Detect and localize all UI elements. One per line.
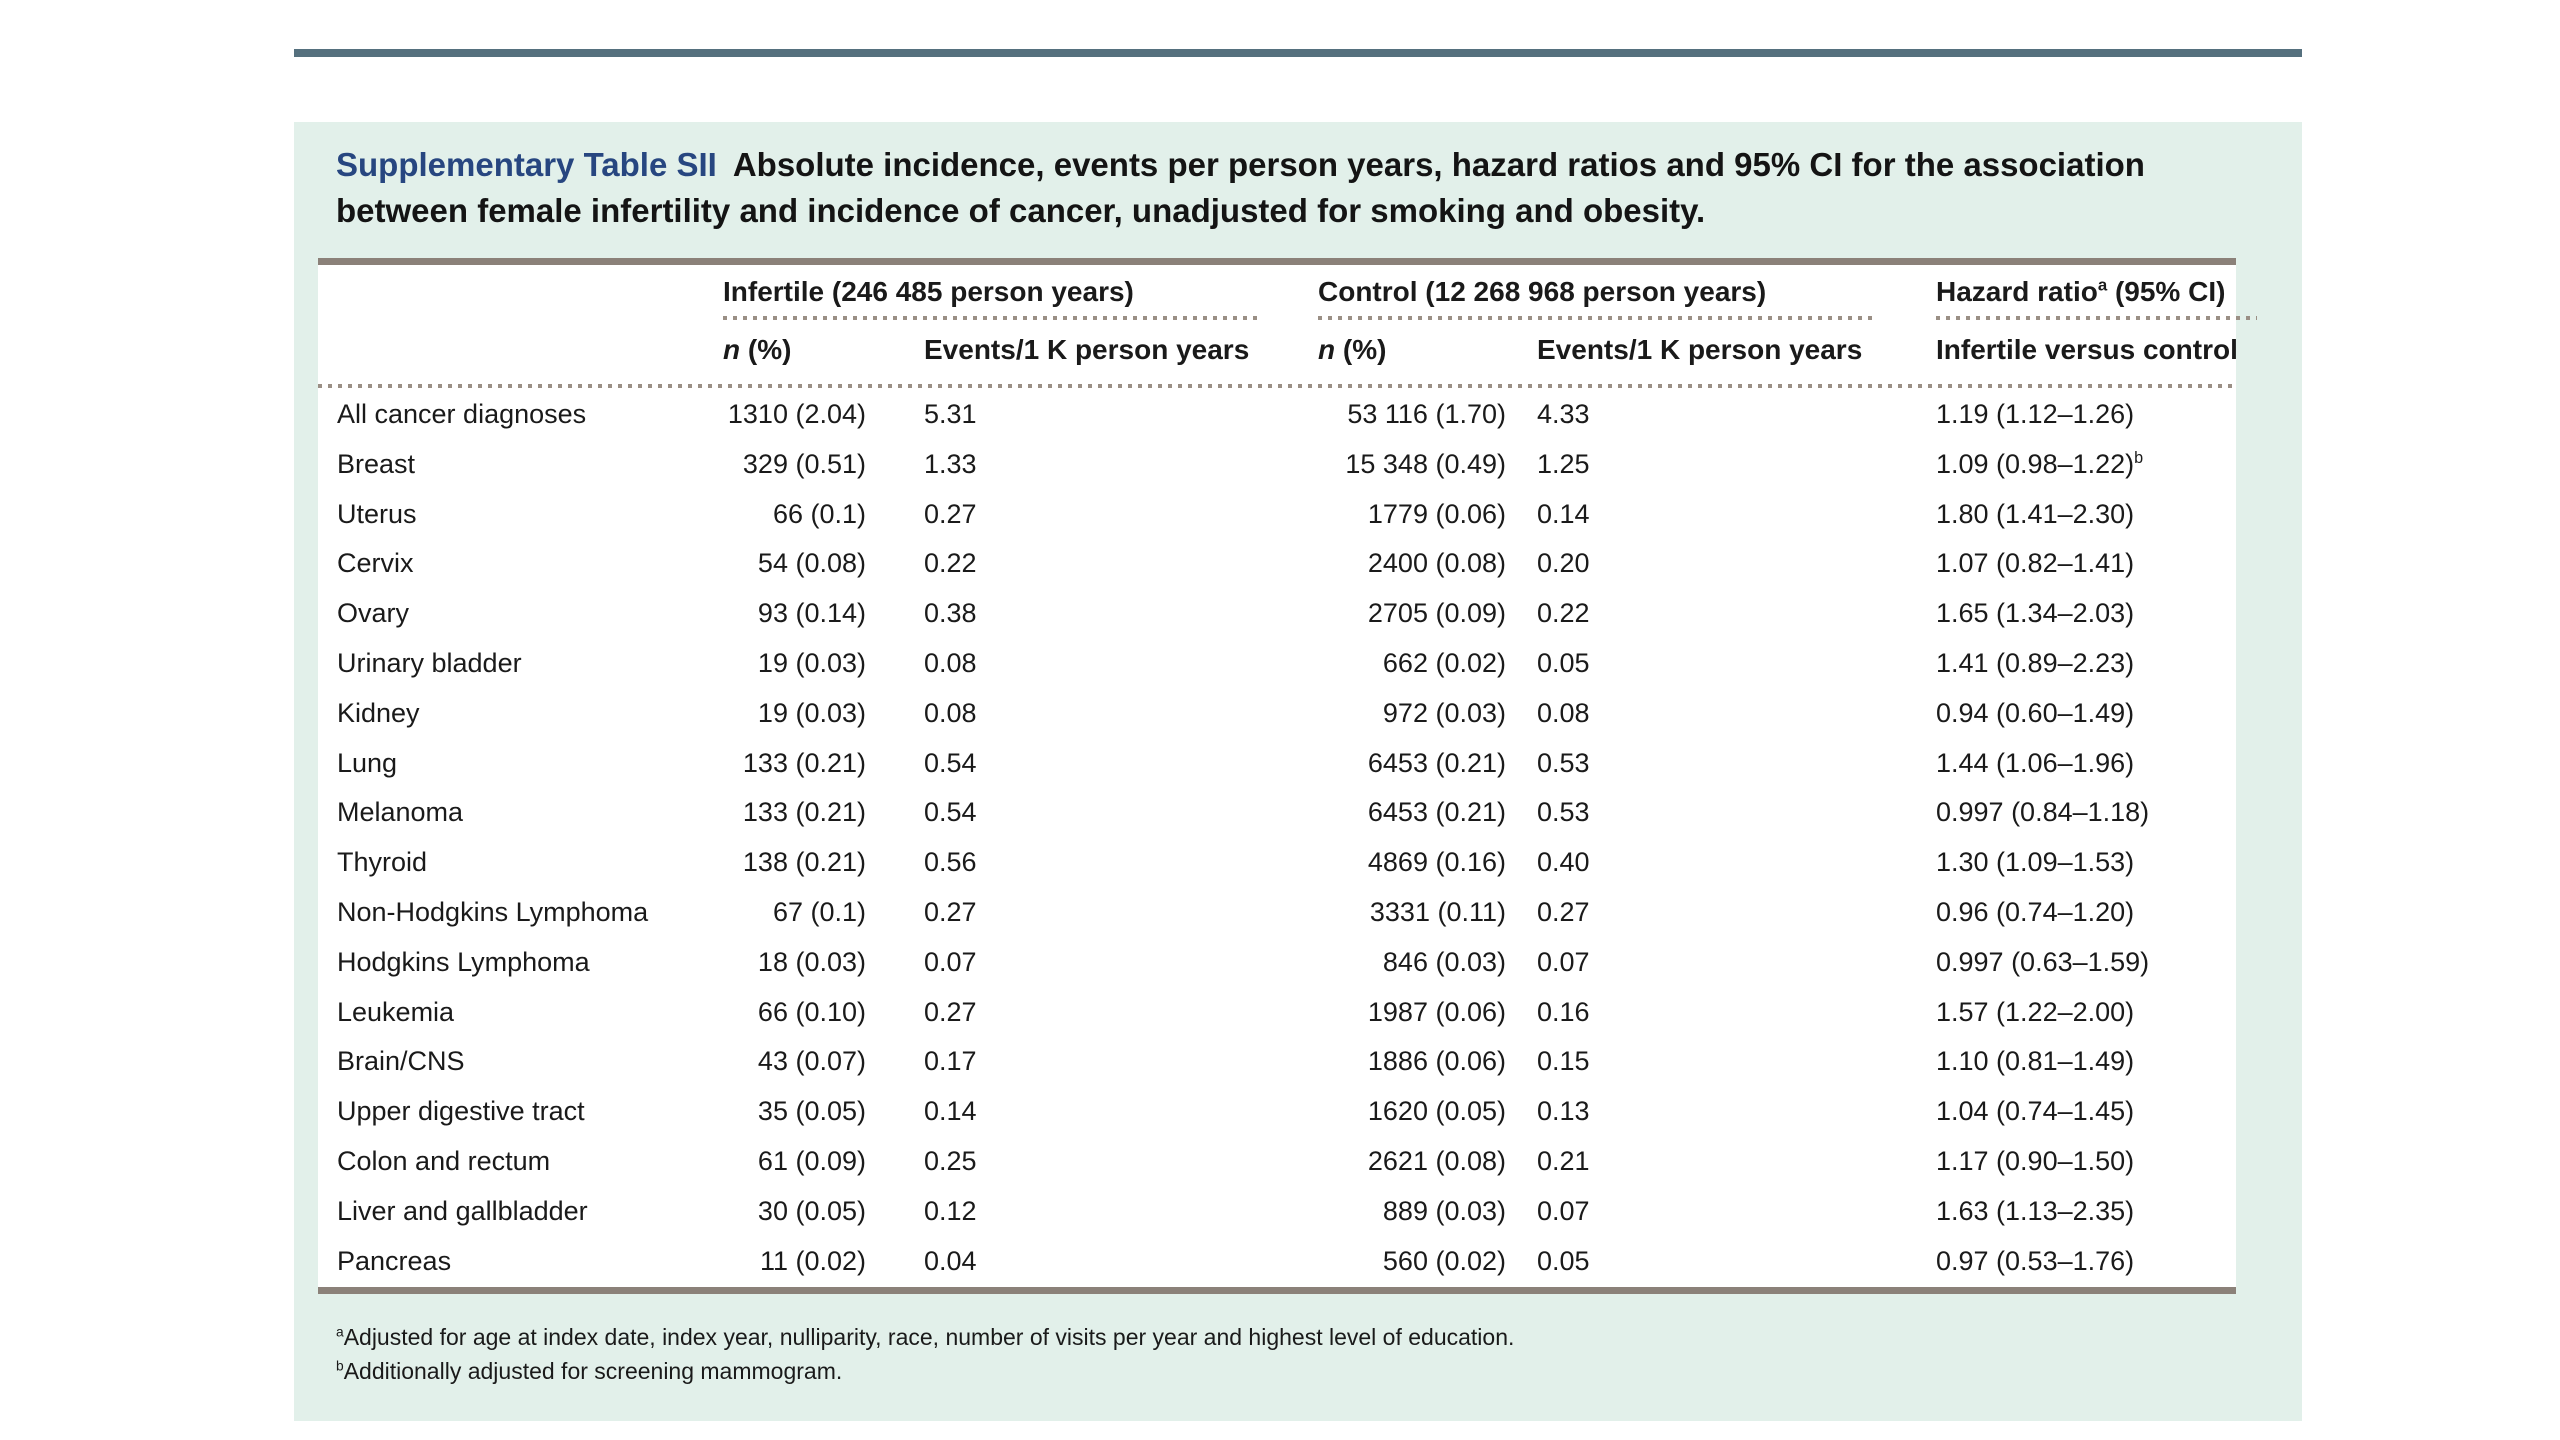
infertile-n-cell: 133 (0.21) — [742, 747, 866, 778]
hazard-ratio-cell: 1.17 (0.90–1.50) — [1936, 1145, 2135, 1176]
row-label: Pancreas — [337, 1245, 452, 1276]
row-label: Thyroid — [337, 847, 428, 878]
hazard-ratio-cell: 1.44 (1.06–1.96) — [1936, 747, 2135, 778]
control-events-cell: 0.27 — [1537, 896, 1590, 927]
control-n-cell: 1779 (0.06) — [1367, 498, 1506, 529]
hazard-ratio-cell: 1.19 (1.12–1.26) — [1936, 399, 2135, 429]
row-label: Hodgkins Lymphoma — [337, 946, 590, 977]
pct-symbol: (%) — [740, 334, 792, 365]
infertile-events-cell: 0.25 — [924, 1145, 977, 1176]
infertile-n-cell: 93 (0.14) — [757, 598, 866, 629]
subheader-control-n — [1318, 322, 1506, 382]
infertile-events-cell: 0.08 — [924, 647, 977, 678]
row-label: Brain/CNS — [337, 1046, 465, 1077]
infertile-n-cell: 61 (0.09) — [757, 1145, 866, 1176]
infertile-events-cell: 0.08 — [924, 697, 977, 728]
footnote-a — [336, 1320, 2266, 1354]
infertile-n-cell: 19 (0.03) — [757, 647, 866, 678]
data-table — [318, 265, 2236, 1286]
infertile-events-cell: 0.38 — [924, 598, 977, 629]
control-n-cell: 2400 (0.08) — [1367, 548, 1506, 579]
hazard-ratio-cell: 0.997 (0.63–1.59) — [1936, 946, 2150, 977]
row-label: Urinary bladder — [337, 647, 522, 678]
subheader-control-events: Events/1 K person years — [1537, 334, 1863, 365]
footnotes — [336, 1320, 2266, 1388]
hazard-ratio-cell: 0.94 (0.60–1.49) — [1936, 697, 2135, 728]
control-n-cell: 4869 (0.16) — [1367, 847, 1506, 878]
control-n-cell: 6453 (0.21) — [1367, 747, 1506, 778]
column-group-hazard-label — [1936, 271, 2236, 313]
table-number-label: Supplementary Table SII — [336, 146, 717, 183]
infertile-n-cell: 54 (0.08) — [757, 548, 866, 579]
infertile-events-cell: 0.12 — [924, 1195, 977, 1226]
infertile-events-cell: 5.31 — [924, 399, 977, 429]
table-caption — [336, 142, 2266, 234]
row-label: Colon and rectum — [337, 1145, 551, 1176]
control-n-cell: 1987 (0.06) — [1367, 996, 1506, 1027]
infertile-events-cell: 0.07 — [924, 946, 977, 977]
footnote-b-text: Additionally adjusted for screening mammogram. — [343, 1358, 843, 1384]
hazard-label-ci: (95% CI) — [2107, 276, 2226, 307]
infertile-n-cell: 329 (0.51) — [742, 448, 866, 479]
control-n-cell: 1886 (0.06) — [1367, 1046, 1506, 1077]
control-n-cell: 2705 (0.09) — [1367, 598, 1506, 629]
infertile-events-cell: 0.27 — [924, 996, 977, 1027]
footnote-b — [336, 1354, 2266, 1388]
footnote-a-text: Adjusted for age at index date, index year, nulliparity, race, number of visits per year and highest level of education. — [343, 1324, 1515, 1350]
control-n-cell: 6453 (0.21) — [1367, 797, 1506, 828]
column-group-hazard — [1936, 265, 2236, 322]
control-events-cell: 0.07 — [1537, 946, 1590, 977]
control-events-cell: 0.22 — [1537, 598, 1590, 629]
control-events-cell: 0.16 — [1537, 996, 1590, 1027]
hazard-ratio-cell: 1.10 (0.81–1.49) — [1936, 1046, 2135, 1077]
subheader-spacer — [318, 322, 705, 382]
infertile-n-cell: 35 (0.05) — [757, 1096, 866, 1127]
control-events-cell: 0.40 — [1537, 847, 1590, 878]
infertile-n-cell: 66 (0.10) — [757, 996, 866, 1027]
row-label: Leukemia — [337, 996, 455, 1027]
control-events-cell: 0.21 — [1537, 1145, 1590, 1176]
n-symbol: n — [723, 334, 741, 365]
n-symbol: n — [1318, 334, 1336, 365]
control-n-cell: 2621 (0.08) — [1367, 1145, 1506, 1176]
hazard-footnote-marker: a — [2097, 275, 2108, 295]
hazard-ratio-cell: 0.96 (0.74–1.20) — [1936, 896, 2135, 927]
subheader-hazard-comparison: Infertile versus control — [1936, 334, 2238, 365]
table-card — [294, 122, 2302, 1421]
row-label: Ovary — [337, 598, 410, 629]
column-group-infertile — [705, 265, 1318, 322]
hazard-ratio-cell: 1.30 (1.09–1.53) — [1936, 847, 2135, 878]
hazard-ratio-cell: 0.997 (0.84–1.18) — [1936, 797, 2150, 828]
infertile-events-cell: 0.27 — [924, 896, 977, 927]
table-body-area — [318, 258, 2236, 1294]
dotted-rule-infertile — [723, 316, 1263, 320]
column-group-control — [1318, 265, 1936, 322]
control-events-cell: 0.15 — [1537, 1046, 1590, 1077]
hazard-ratio-cell: 0.97 (0.53–1.76) — [1936, 1245, 2135, 1276]
control-events-cell: 0.53 — [1537, 797, 1590, 828]
row-label: Upper digestive tract — [337, 1096, 585, 1127]
control-n-cell: 1620 (0.05) — [1367, 1096, 1506, 1127]
footnote-a-marker: a — [336, 1324, 344, 1340]
control-n-cell: 560 (0.02) — [1382, 1245, 1506, 1276]
control-events-cell: 4.33 — [1537, 399, 1590, 429]
row-label: Melanoma — [337, 797, 464, 828]
infertile-events-cell: 0.54 — [924, 747, 977, 778]
control-events-cell: 0.05 — [1537, 647, 1590, 678]
infertile-events-cell: 0.54 — [924, 797, 977, 828]
hazard-ratio-cell: 1.65 (1.34–2.03) — [1936, 598, 2135, 629]
infertile-n-cell: 67 (0.1) — [772, 896, 866, 927]
hazard-ratio-cell: 1.41 (0.89–2.23) — [1936, 647, 2135, 678]
row-label: All cancer diagnoses — [337, 399, 587, 429]
control-n-cell: 3331 (0.11) — [1369, 896, 1506, 927]
control-events-cell: 0.13 — [1537, 1096, 1590, 1127]
hazard-ratio-cell: 1.63 (1.13–2.35) — [1936, 1195, 2135, 1226]
infertile-events-cell: 0.04 — [924, 1245, 977, 1276]
infertile-events-cell: 0.22 — [924, 548, 977, 579]
control-events-cell: 0.53 — [1537, 747, 1590, 778]
control-n-cell: 53 116 (1.70) — [1347, 399, 1506, 429]
dotted-rule — [318, 384, 2236, 388]
control-events-cell: 0.08 — [1537, 697, 1590, 728]
control-events-cell: 1.25 — [1537, 448, 1590, 479]
hazard-label-main: Hazard ratio — [1936, 276, 2098, 307]
infertile-events-cell: 0.17 — [924, 1046, 977, 1077]
row-label: Breast — [337, 448, 416, 479]
table-caption-text: Absolute incidence, events per person years, hazard ratios and 95% CI for the association between female infertility and incidence of cancer, unadjusted for smoking and obesity. — [336, 146, 2145, 229]
infertile-n-cell: 19 (0.03) — [757, 697, 866, 728]
subheader-infertile-n — [705, 322, 866, 382]
page-top-rule — [294, 49, 2302, 57]
hazard-ratio-cell: 1.07 (0.82–1.41) — [1936, 548, 2135, 579]
infertile-n-cell: 43 (0.07) — [757, 1046, 866, 1077]
row-label: Liver and gallbladder — [337, 1195, 588, 1226]
hazard-ratio-cell: 1.57 (1.22–2.00) — [1936, 996, 2135, 1027]
infertile-n-cell: 30 (0.05) — [757, 1195, 866, 1226]
control-events-cell: 0.20 — [1537, 548, 1590, 579]
row-label: Non-Hodgkins Lymphoma — [337, 896, 649, 927]
control-events-cell: 0.05 — [1537, 1245, 1590, 1276]
control-n-cell: 846 (0.03) — [1382, 946, 1506, 977]
infertile-n-cell: 11 (0.02) — [759, 1245, 866, 1276]
header-corner-spacer — [318, 265, 705, 322]
row-label: Cervix — [337, 548, 414, 579]
infertile-n-cell: 66 (0.1) — [772, 498, 866, 529]
control-n-cell: 972 (0.03) — [1382, 697, 1506, 728]
pct-symbol: (%) — [1335, 334, 1387, 365]
infertile-n-cell: 138 (0.21) — [742, 847, 866, 878]
row-label: Kidney — [337, 697, 420, 728]
control-events-cell: 0.07 — [1537, 1195, 1590, 1226]
hazard-ratio-cell: 1.09 $(0.98-1.22)^b$ — [1936, 448, 2144, 479]
control-n-cell: 15 348 (0.49) — [1345, 448, 1506, 479]
control-n-cell: 889 (0.03) — [1382, 1195, 1506, 1226]
infertile-events-cell: 0.14 — [924, 1096, 977, 1127]
hazard-ratio-cell: 1.80 (1.41–2.30) — [1936, 498, 2135, 529]
row-label: Lung — [337, 747, 398, 778]
control-n-cell: 662 (0.02) — [1382, 647, 1506, 678]
row-label: Uterus — [337, 498, 417, 529]
hazard-ratio-cell: 1.04 (0.74–1.45) — [1936, 1096, 2135, 1127]
dotted-rule-hazard — [1936, 316, 2257, 320]
infertile-n-cell: 18 (0.03) — [757, 946, 866, 977]
infertile-n-cell: 133 (0.21) — [742, 797, 866, 828]
infertile-events-cell: 0.27 — [924, 498, 977, 529]
control-events-cell: 0.14 — [1537, 498, 1590, 529]
subheader-infertile-events: Events/1 K person years — [924, 334, 1250, 365]
infertile-events-cell: 0.56 — [924, 847, 977, 878]
column-group-control-label: Control (12 268 968 person years) — [1318, 276, 1767, 307]
column-group-infertile-label: Infertile (246 485 person years) — [723, 276, 1134, 307]
infertile-events-cell: 1.33 — [924, 448, 977, 479]
footnote-b-marker: b — [336, 1358, 344, 1374]
infertile-n-cell: 1310 (2.04) — [727, 399, 866, 429]
dotted-rule-full-width — [318, 382, 2236, 390]
dotted-rule-control — [1318, 316, 1878, 320]
hazard-footnote-marker: b — [2134, 448, 2144, 467]
